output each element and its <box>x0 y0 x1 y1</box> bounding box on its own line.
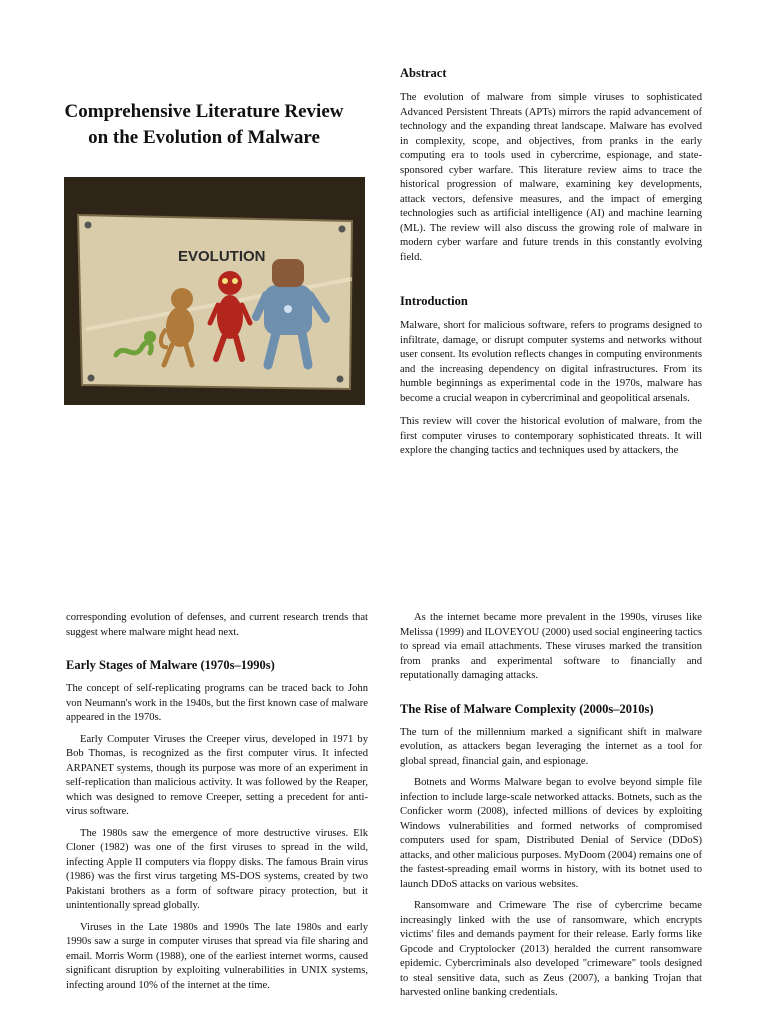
introduction-section <box>400 294 702 459</box>
early-stages-paragraph: Early Computer Viruses the Creeper virus, developed in 1971 by Bob Thomas, is recognized as the first computer virus. It infected ARPANET systems, though its purpose was more of an experiment in self-replication than malicious activity. It was followed by the Reaper, which was designed to remove Creeper, setting a precedent for anti-virus software. <box>66 733 368 817</box>
nail-icon <box>339 226 346 233</box>
early-stages-paragraph: Viruses in the Late 1980s and 1990s The late 1980s and early 1990s saw a surge in computer viruses that spread via file sharing and email. Morris Worm (1988), one of the earliest internet worms, caused significant disruption by exploiting vulnerabilities in UNIX systems, infecting around 10% of the internet at the time. <box>66 921 368 991</box>
worm-head-icon <box>144 331 156 343</box>
early-stages-paragraph: As the internet became more prevalent in the 1990s, viruses like Melissa (1999) and ILOVEYOU (2000) used social engineering tactics to spread via email attachments. These viruses marked the transition from pranks and experimental software to financially and reputationally damaging attacks. <box>400 612 702 681</box>
rise-heading: The Rise of Malware Complexity (2000s–2010s) <box>400 701 654 716</box>
nail-icon <box>88 375 95 382</box>
rise-paragraph: Ransomware and Crimeware The rise of cybercrime became increasingly linked with the use of ransomware, which encrypts victims' files and demands payment for their release. Early forms like Gpcode and Cryptolocker (2013) heralded the current ransomware epidemic. Cybercriminals also developed "crimeware" tools designed to steal sensitive data, such as Zeus (2007), a banking Trojan that harvested online banking credentials. <box>400 900 702 998</box>
abstract-section <box>400 66 702 265</box>
right-column-bottom <box>400 611 702 1001</box>
left-column-bottom <box>66 611 368 993</box>
early-stages-paragraph: The 1980s saw the emergence of more destructive viruses. Elk Cloner (1982) was one of the first viruses to spread in the wild, infecting Apple II computers via floppy disks. The famous Brain virus (1986) was the first virus targeting MS-DOS systems, created by two Pakistani brothers as a form of software piracy protection, but it unintentionally spread globally. <box>66 827 368 911</box>
document-title: Comprehensive Literature Review on the Evolution of Malware <box>64 101 344 148</box>
evolution-illustration-svg <box>64 177 365 405</box>
early-stages-heading: Early Stages of Malware (1970s–1990s) <box>66 658 275 672</box>
nail-icon <box>85 222 92 229</box>
introduction-paragraph-continued: corresponding evolution of defenses, and current research trends that suggest where malware might head next. <box>66 612 368 638</box>
rise-paragraph: The turn of the millennium marked a significant shift in malware evolution, as attackers began leveraging the internet as a tool for global spread, financial gain, and espionage. <box>400 726 702 767</box>
early-stages-paragraph: The concept of self-replicating programs can be traced back to John von Neumann's work in the 1940s, but the first known case of malware appeared in the 1970s. <box>66 683 368 723</box>
introduction-paragraph: Malware, short for malicious software, refers to programs designed to infiltrate, damage, or disrupt computer systems and networks without user consent. Its evolution reflects changes in computing environments and the increasing dependency on digital infrastructures. From its humble beginnings as experimental code in the 1970s, malware has become a crucial weapon in cybercriminal and geopolitical arsenals. <box>400 320 702 404</box>
introduction-heading: Introduction <box>400 294 468 308</box>
abstract-heading: Abstract <box>400 66 447 80</box>
nail-icon <box>337 376 344 383</box>
sign-text: EVOLUTION <box>178 248 266 265</box>
rise-paragraph: Botnets and Worms Malware began to evolve beyond simple file infection to include large-scale networked attacks. Botnets, such as the Conficker worm (2008), infected millions of devices by exploiting Windows vulnerabilities and formed networks of compromised computers used for spam, Distributed Denial of Service (DDoS) attacks, and other malicious purposes. MyDoom (2004) remains one of the fastest-spreading email worms in history, with its botnet used to launch DDoS attacks on various websites. <box>400 777 702 890</box>
abstract-text: The evolution of malware from simple viruses to sophisticated Advanced Persistent Threats (APTs) mirrors the rapid advancement of technology and the expanding threat landscape. Malware has evolved in complexity, scope, and objectives, from pranks in the early computing era to tools used in cybercrime, espionage, and state-sponsored cyber warfare. This literature review aims to trace the historical progression of malware, examining key developments, attack vectors, defensive measures, and the impact of emerging technologies such as artificial intelligence (AI) and machine learning (ML). The review will also discuss the growing role of malware in modern cyber warfare and future trends in this constantly evolving field. <box>400 92 702 263</box>
introduction-paragraph: This review will cover the historical evolution of malware, from the first computer viruses to contemporary sophisticated threats. It will explore the changing tactics and techniques used by attackers, the <box>400 416 702 456</box>
evolution-illustration <box>64 177 365 405</box>
